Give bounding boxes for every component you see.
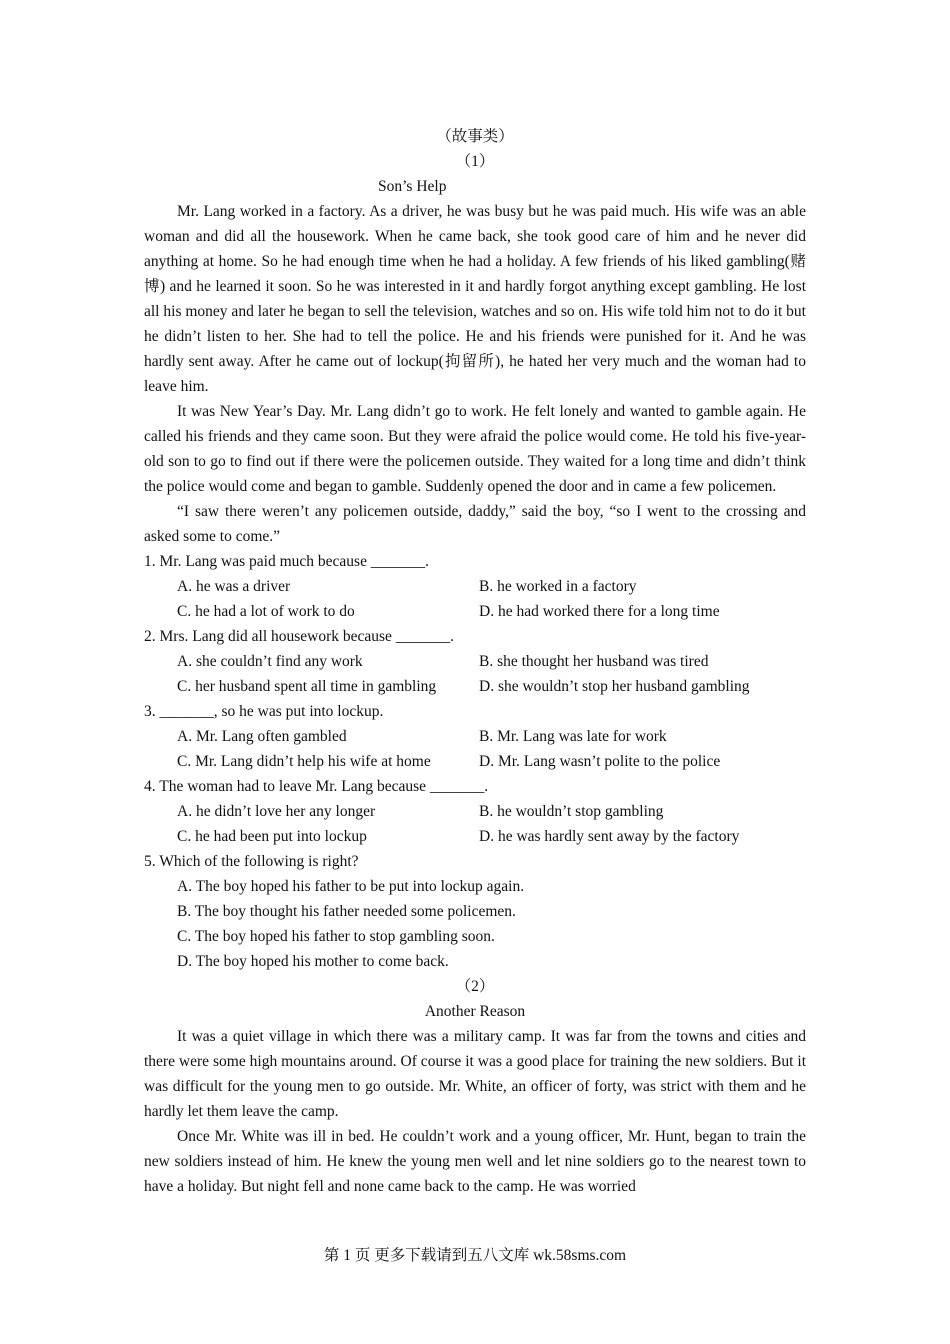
option-c: C. The boy hoped his father to stop gambling soon. [177,928,495,945]
option-d: D. The boy hoped his mother to come back. [177,953,449,970]
option-b: B. he wouldn’t stop gambling [479,803,664,820]
option-a: A. Mr. Lang often gambled [177,728,347,745]
option-a: A. she couldn’t find any work [177,653,363,670]
option-a: A. he didn’t love her any longer [177,803,376,820]
story1-paragraph: Mr. Lang worked in a factory. As a driver, he was busy but he was paid much. His wife was an able woman and did all the housework. When he came back, she took good care of him and he never did anything at home. So he had enough time when he had a holiday. A few friends of his liked gambling(赌博) and he learned it soon. So he was interested in it and hardly forgot anything except gambling. He lost all his money and later he began to sell the television, watches and so on. His wife told him not to do it but he didn’t listen to her. She had to tell the police. He and his friends were punished for it. And he was hardly sent away. After he came out of lockup(拘留所), he hated her very much and the woman had to leave him. [144,203,806,395]
document-body [144,124,806,1199]
question-3 [144,699,806,774]
option-c: C. Mr. Lang didn’t help his wife at home [177,753,431,770]
question-5 [144,849,806,974]
story2-paragraph: It was a quiet village in which there was a military camp. It was far from the towns and cities and there were some high mountains around. Of course it was a good place for training the new soldiers. But it was difficult for the young men to go outside. Mr. White, an officer of forty, was strict with them and he hardly let them leave the camp. [144,1028,806,1120]
option-a: A. he was a driver [177,578,291,595]
story1-number: （1） [455,153,495,170]
page-footer: 第 1 页 更多下载请到五八文库 wk.58sms.com [323,1247,627,1264]
category-heading: （故事类） [436,128,514,145]
option-d: D. she wouldn’t stop her husband gambling [479,678,750,695]
option-b: B. Mr. Lang was late for work [479,728,667,745]
option-d: D. he was hardly sent away by the factory [479,828,740,845]
option-d: D. he had worked there for a long time [479,603,720,620]
option-b: B. The boy thought his father needed some policemen. [177,903,516,920]
option-b: B. she thought her husband was tired [479,653,709,670]
option-a: A. The boy hoped his father to be put into lockup again. [177,878,525,895]
question-stem: 3. _______, so he was put into lockup. [144,703,384,720]
question-stem: 5. Which of the following is right? [144,853,359,870]
story1-paragraph: It was New Year’s Day. Mr. Lang didn’t go to work. He felt lonely and wanted to gamble again. He called his friends and they came soon. But they were afraid the police would come. He told his five-year-old son to go to find out if there were the policemen outside. They waited for a long time and didn’t think the police would come and began to gamble. Suddenly opened the door and in came a few policemen. [144,403,806,495]
option-c: C. he had a lot of work to do [177,603,355,620]
option-c: C. he had been put into lockup [177,828,367,845]
option-c: C. her husband spent all time in gambling [177,678,437,695]
story1-paragraph: “I saw there weren’t any policemen outside, daddy,” said the boy, “so I went to the crossing and asked some to come.” [144,503,806,545]
story2-title: Another Reason [424,1003,526,1020]
question-2 [144,624,806,699]
question-stem: 4. The woman had to leave Mr. Lang because _______. [144,778,489,795]
question-stem: 1. Mr. Lang was paid much because _______. [144,553,429,570]
option-b: B. he worked in a factory [479,578,637,595]
story2-number: （2） [455,978,495,995]
option-d: D. Mr. Lang wasn’t polite to the police [479,753,721,770]
question-4 [144,774,806,849]
question-1 [144,549,806,624]
story2-paragraph: Once Mr. White was ill in bed. He couldn’t work and a young officer, Mr. Hunt, began to train the new soldiers instead of him. He knew the young men well and let nine soldiers go to the nearest town to have a holiday. But night fell and none came back to the camp. He was worried [144,1128,806,1195]
story1-title: Son’s Help [378,178,447,195]
question-stem: 2. Mrs. Lang did all housework because _______. [144,628,454,645]
